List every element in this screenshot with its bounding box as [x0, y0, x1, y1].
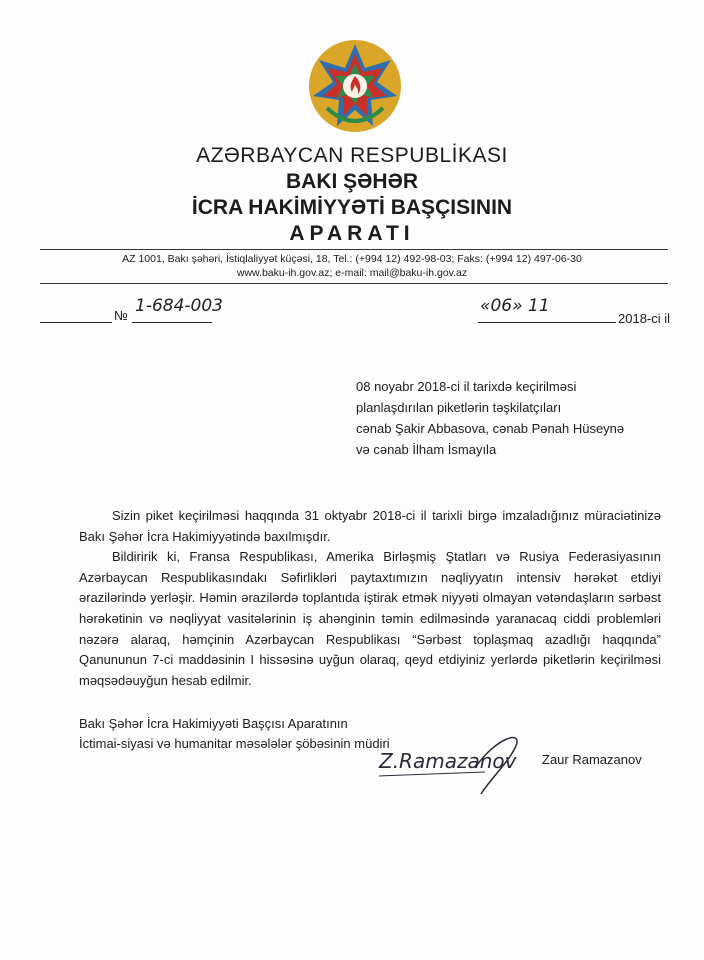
contact-web-email: www.baku-ih.gov.az; e-mail: mail@baku-ih.gov.az	[236, 267, 468, 279]
body-paragraph-1: Sizin piket keçirilməsi haqqında 31 oktyabr 2018-ci il tarixli birgə imzaladığınız müraciətinizə Bakı Şəhər İcra Hakimiyyətində baxılmışdır.	[79, 508, 661, 544]
body-paragraph-2: Bildiririk ki, Fransa Respublikası, Amerika Birləşmiş Ştatları və Rusiya Federasiyasının Azərbaycan Respublikasındakı Səfirlikləri paytaxtımızın nəqliyyatın intensiv hərəkət etdiyi ərazilərində yerləşir. Həmin ərazilərdə toplantıda iştirak etmək niyyəti olmayan vətəndaşların sərbəst hərəkətinin və nəqliyyat vasitələrinin iş ahənginin təmin edilməsində yaranacaq ciddi problemləri nəzərə alaraq, həmçinin Azərbaycan Respublikası “Sərbəst toplaşmaq azadlığı haqqında” Qanununun 7-ci maddəsinin I hissəsinə uyğun olaraq, qeyd etdiyiniz yerlərdə piketlərin keçirilməsi məqsədəuyğun hesab edilmir.	[79, 549, 661, 688]
addressee-line: 08 noyabr 2018-ci il tarixdə keçirilməsi	[356, 379, 577, 394]
header-authority: İCRA HAKİMİYYƏTİ BAŞÇISININ	[191, 196, 513, 219]
number-label: №	[114, 308, 128, 323]
header-country: AZƏRBAYCAN RESPUBLİKASI	[196, 144, 508, 167]
addressee-block	[356, 376, 624, 460]
number-underline-left	[40, 322, 112, 323]
signatory-title-line-2: İctimai-siyasi və humanitar məsələlər şöbəsinin müdiri	[79, 736, 390, 751]
contact-address: AZ 1001, Bakı şəhəri, İstiqlaliyyət küçəsi, 18, Tel.: (+994 12) 492-98-03; Faks: (+994 12) 497-06-30	[122, 253, 582, 265]
header-city: BAKI ŞƏHƏR	[286, 170, 418, 193]
addressee-line: cənab Şakir Abbasova, cənab Pənah Hüseynə	[356, 421, 625, 436]
signatory-title	[79, 714, 390, 754]
letter-body	[79, 506, 661, 691]
signatory-name: Zaur Ramazanov	[542, 752, 642, 767]
addressee-line: planlaşdırılan piketlərin təşkilatçıları	[356, 400, 562, 415]
header-rule-bottom	[40, 283, 668, 284]
header-rule-top	[40, 249, 668, 250]
signatory-title-line-1: Bakı Şəhər İcra Hakimiyyəti Başçısı Aparatının	[79, 716, 348, 731]
header-office: APARATI	[289, 222, 415, 245]
number-underline	[132, 322, 212, 323]
date-underline	[478, 322, 616, 323]
year-suffix: 2018-ci il	[618, 311, 671, 326]
registration-date: «06» 11	[480, 296, 550, 316]
registration-number: 1-684-003	[135, 296, 223, 316]
signature-text: Z.Ramazanov	[379, 749, 517, 773]
coat-of-arms-emblem	[307, 38, 403, 134]
addressee-line: və cənab İlham İsmayıla	[356, 442, 497, 457]
handwritten-signature	[375, 728, 535, 798]
